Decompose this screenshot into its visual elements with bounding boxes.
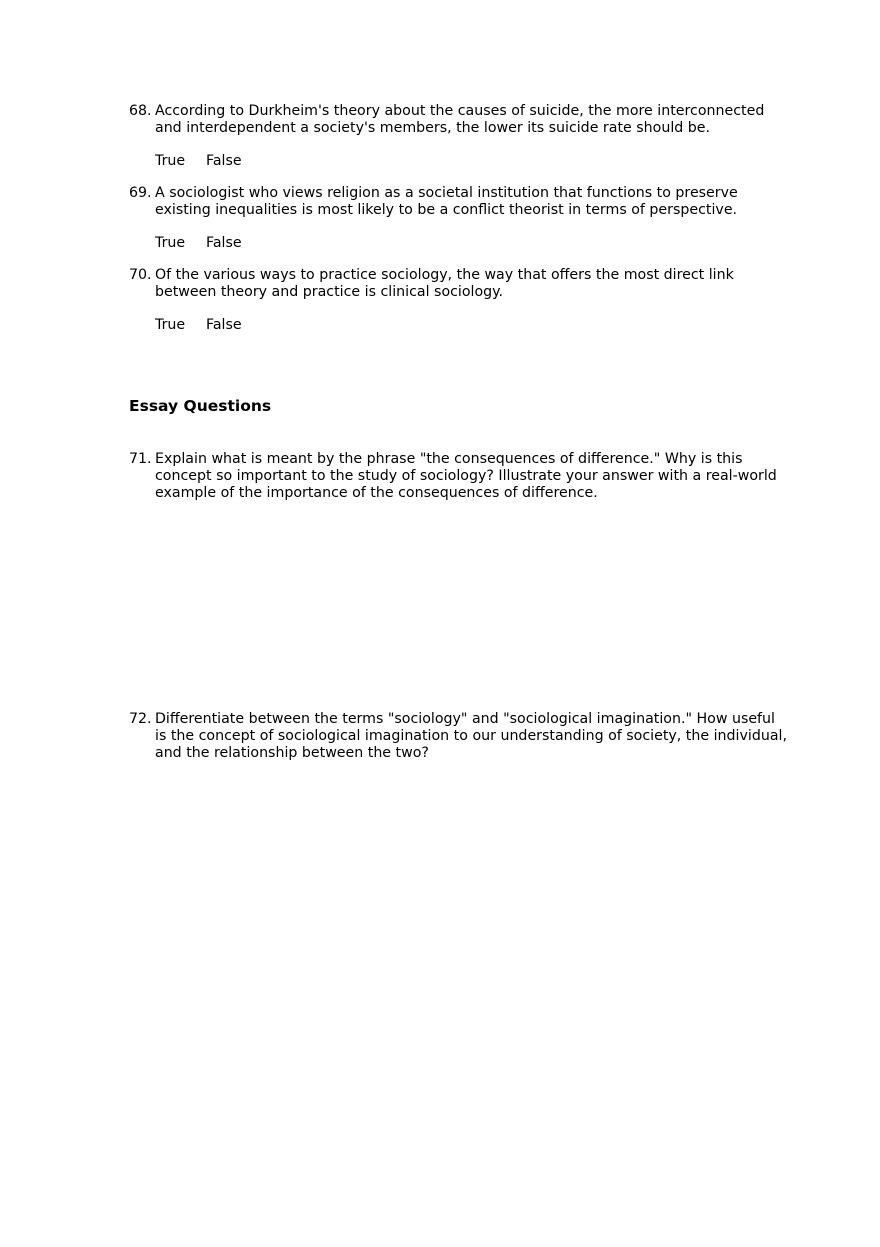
- true-false-options: [155, 235, 789, 252]
- question-number: 72.: [129, 711, 152, 727]
- option-false: False: [206, 317, 242, 333]
- question-71: [129, 451, 789, 502]
- true-false-options: [155, 153, 789, 170]
- essay-section-heading: Essay Questions: [129, 397, 272, 415]
- question-72: [129, 711, 789, 762]
- option-false: False: [206, 235, 242, 251]
- question-70: [129, 267, 789, 334]
- question-69: [129, 185, 789, 252]
- option-true: True: [155, 317, 186, 333]
- option-true: True: [155, 235, 186, 251]
- question-text: Explain what is meant by the phrase "the consequences of difference." Why is this concept so important to the study of sociology? Illustrate your answer with a real-world example of the importance of the consequences of difference.: [155, 451, 777, 501]
- question-number: 68.: [129, 103, 152, 119]
- question-text: Of the various ways to practice sociology, the way that offers the most direct link between theory and practice is clinical sociology.: [155, 267, 734, 300]
- question-text: Differentiate between the terms "sociology" and "sociological imagination." How useful is the concept of sociological imagination to our understanding of society, the individual, and the relationship between the two?: [155, 711, 787, 761]
- question-number: 69.: [129, 185, 152, 201]
- true-false-options: [155, 317, 789, 334]
- question-text: According to Durkheim's theory about the causes of suicide, the more interconnected and interdependent a society's members, the lower its suicide rate should be.: [155, 103, 765, 136]
- question-number: 71.: [129, 451, 152, 467]
- question-68: [129, 103, 789, 170]
- question-text: A sociologist who views religion as a societal institution that functions to preserve existing inequalities is most likely to be a conflict theorist in terms of perspective.: [155, 185, 738, 218]
- option-false: False: [206, 153, 242, 169]
- option-true: True: [155, 153, 186, 169]
- question-number: 70.: [129, 267, 152, 283]
